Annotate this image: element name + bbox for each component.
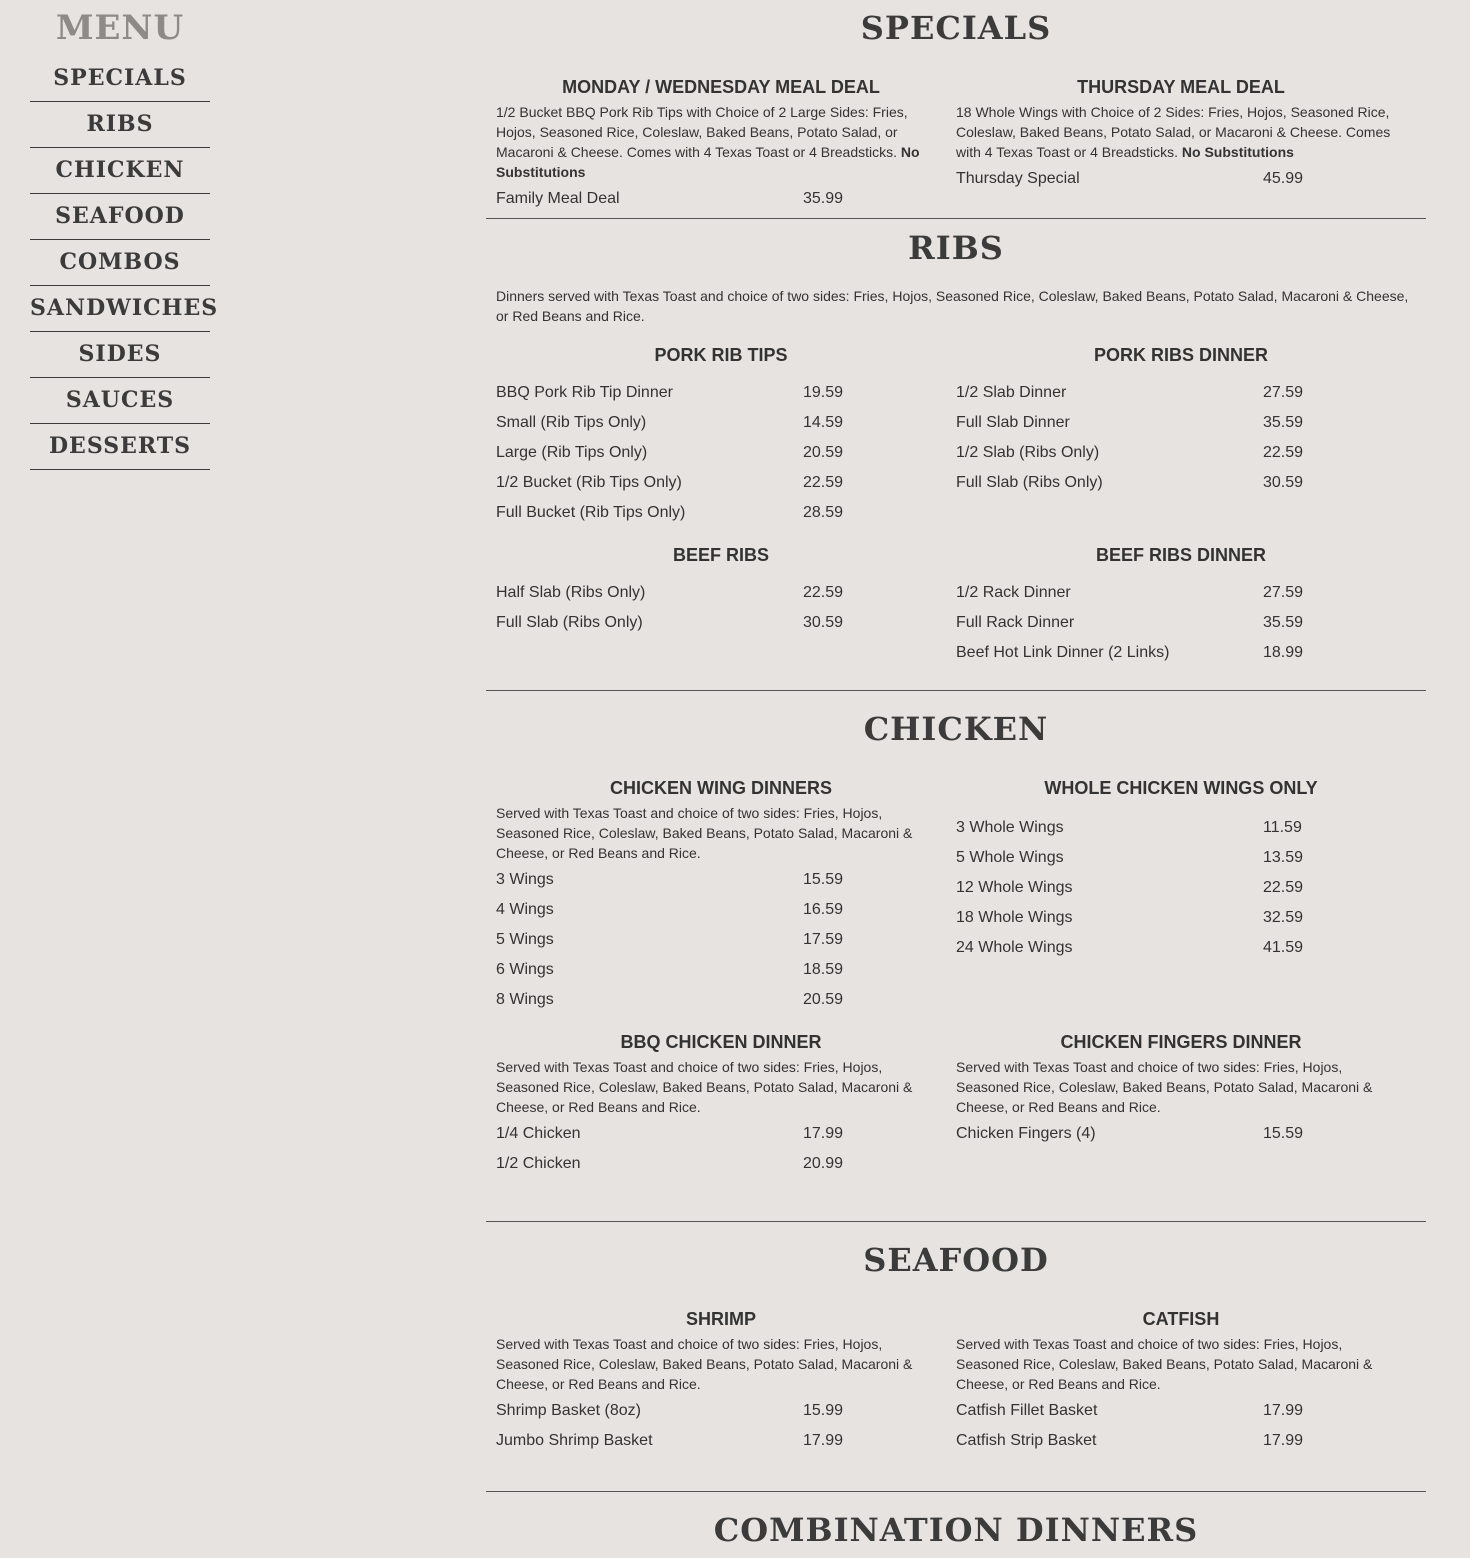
menu-item-price: 30.59: [803, 614, 844, 631]
menu-item: [496, 985, 946, 1015]
group-title: CHICKEN FINGERS DINNER: [1060, 1032, 1302, 1052]
menu-group: [496, 72, 946, 214]
group-description: 18 Whole Wings with Choice of 2 Sides: Fries, Hojos, Seasoned Rice, Coleslaw, Baked Beans, Potato Salad, or Macaroni & Cheese. Comes with 4 Texas Toast or 4 Breadsticks. No Substitutions: [956, 104, 1391, 160]
menu-item-name: Catfish Strip Basket: [956, 1432, 1097, 1449]
menu-item-name: BBQ Pork Rib Tip Dinner: [496, 384, 673, 401]
menu-item-price: 45.99: [1263, 170, 1304, 187]
group-title: MONDAY / WEDNESDAY MEAL DEAL: [562, 77, 880, 97]
menu-item: [956, 638, 1406, 668]
group-title: BEEF RIBS: [672, 545, 769, 565]
menu-item-name: 3 Wings: [496, 871, 554, 888]
section-title: RIBS: [908, 229, 1004, 267]
menu-item-price: 17.99: [1263, 1432, 1304, 1449]
menu-item: [956, 873, 1406, 903]
group-title: WHOLE CHICKEN WINGS ONLY: [1044, 778, 1318, 798]
menu-item-price: 35.59: [1263, 614, 1304, 631]
section-title: SEAFOOD: [863, 1241, 1049, 1279]
group-description: 1/2 Bucket BBQ Pork Rib Tips with Choice of 2 Large Sides: Fries, Hojos, Seasoned Rice, Coleslaw, Baked Beans, Potato Salad, or Macaroni & Cheese. Comes with 4 Texas Toast or 4 Breadsticks. No Substitutions: [496, 104, 920, 180]
menu-item: [956, 378, 1406, 408]
section-title: CHICKEN: [863, 710, 1049, 748]
menu-item-name: Full Slab Dinner: [956, 414, 1070, 431]
menu-item: [496, 1119, 946, 1149]
nav-specials[interactable]: SPECIALS: [30, 56, 210, 102]
group-title: PORK RIB TIPS: [654, 345, 788, 365]
menu-item-price: 18.59: [803, 961, 844, 978]
menu-item-name: Catfish Fillet Basket: [956, 1402, 1098, 1419]
menu-item-price: 15.59: [1263, 1125, 1304, 1142]
menu-item: [496, 955, 946, 985]
menu-item-price: 22.59: [803, 474, 844, 491]
menu-item-name: 1/2 Slab Dinner: [956, 384, 1067, 401]
section-description: Dinners served with Texas Toast and choice of two sides: Fries, Hojos, Seasoned Rice, Coleslaw, Baked Beans, Potato Salad, Macaroni & Cheese, or Red Beans and Rice.: [496, 288, 1409, 324]
menu-item: [956, 1119, 1406, 1149]
menu-item-price: 32.59: [1263, 909, 1304, 926]
menu-item-list: [956, 1396, 1406, 1456]
section-title: COMBINATION DINNERS: [713, 1511, 1199, 1549]
menu-group: [956, 540, 1406, 668]
menu-item-name: Beef Hot Link Dinner (2 Links): [956, 644, 1170, 661]
menu-item-name: Full Slab (Ribs Only): [956, 474, 1103, 491]
group-description: Served with Texas Toast and choice of two sides: Fries, Hojos, Seasoned Rice, Coleslaw, Baked Beans, Potato Salad, Macaroni & Cheese, or Red Beans and Rice.: [496, 805, 913, 861]
menu-item-name: Jumbo Shrimp Basket: [496, 1432, 653, 1449]
menu-item: [496, 1149, 946, 1179]
menu-item-name: 24 Whole Wings: [956, 939, 1073, 956]
menu-item: [956, 813, 1406, 843]
menu-group: [496, 1027, 946, 1179]
menu-item: [956, 933, 1406, 963]
menu-item-list: [496, 1119, 946, 1179]
menu-item: [956, 164, 1406, 194]
menu-item: [496, 608, 946, 638]
no-substitutions-note: No Substitutions: [496, 144, 920, 180]
group-title: THURSDAY MEAL DEAL: [1077, 77, 1285, 97]
sidebar-menu: [30, 0, 219, 470]
menu-item-name: 1/2 Chicken: [496, 1155, 581, 1172]
menu-group: [496, 773, 946, 1015]
menu-item-name: 1/2 Bucket (Rib Tips Only): [496, 474, 682, 491]
group-title: SHRIMP: [685, 1309, 756, 1329]
menu-item: [496, 1426, 946, 1456]
nav-sauces[interactable]: SAUCES: [30, 378, 210, 424]
menu-item-name: 1/2 Slab (Ribs Only): [956, 444, 1100, 461]
group-title: CHICKEN WING DINNERS: [609, 778, 832, 798]
menu-item-name: Full Slab (Ribs Only): [496, 614, 643, 631]
menu-item-price: 27.59: [1263, 584, 1304, 601]
nav-chicken[interactable]: CHICKEN: [30, 148, 210, 194]
menu-item-name: 12 Whole Wings: [956, 879, 1073, 896]
menu-item-price: 17.99: [803, 1432, 844, 1449]
menu-item-price: 17.99: [1263, 1402, 1304, 1419]
menu-item-list: [956, 813, 1406, 963]
menu-item: [956, 468, 1406, 498]
menu-item-price: 20.99: [803, 1155, 844, 1172]
menu-item-name: Thursday Special: [956, 170, 1080, 187]
menu-item: [956, 608, 1406, 638]
menu-item-name: Family Meal Deal: [496, 190, 620, 207]
group-description: Served with Texas Toast and choice of two sides: Fries, Hojos, Seasoned Rice, Coleslaw, Baked Beans, Potato Salad, Macaroni & Cheese, or Red Beans and Rice.: [956, 1336, 1373, 1392]
menu-item-name: 4 Wings: [496, 901, 554, 918]
menu-item: [956, 1426, 1406, 1456]
menu-item-list: [956, 578, 1406, 668]
menu-item: [956, 843, 1406, 873]
menu-item-price: 16.59: [803, 901, 844, 918]
group-description: Served with Texas Toast and choice of two sides: Fries, Hojos, Seasoned Rice, Coleslaw, Baked Beans, Potato Salad, Macaroni & Cheese, or Red Beans and Rice.: [956, 1059, 1373, 1115]
group-title: PORK RIBS DINNER: [1093, 345, 1268, 365]
menu-item: [496, 578, 946, 608]
menu-item-name: 6 Wings: [496, 961, 554, 978]
group-title: BBQ CHICKEN DINNER: [620, 1032, 822, 1052]
menu-group: [956, 773, 1406, 1015]
menu-item-list: [496, 378, 946, 528]
nav-sides[interactable]: SIDES: [30, 332, 210, 378]
chicken-section: [486, 701, 1426, 1222]
group-description: Served with Texas Toast and choice of two sides: Fries, Hojos, Seasoned Rice, Coleslaw, Baked Beans, Potato Salad, Macaroni & Cheese, or Red Beans and Rice.: [496, 1336, 913, 1392]
menu-item-price: 17.99: [803, 1125, 844, 1142]
menu-item: [496, 408, 946, 438]
ribs-section: [486, 220, 1426, 691]
menu-item-list: [956, 378, 1406, 498]
menu-item: [496, 1396, 946, 1426]
menu-item-name: Half Slab (Ribs Only): [496, 584, 646, 601]
menu-group: [496, 540, 946, 668]
menu-item-price: 22.59: [1263, 879, 1304, 896]
menu-item: [496, 925, 946, 955]
menu-item-price: 22.59: [1263, 444, 1304, 461]
menu-group: [956, 340, 1406, 528]
menu-item-price: 15.59: [803, 871, 844, 888]
menu-item: [956, 408, 1406, 438]
section-title: SPECIALS: [860, 9, 1052, 47]
menu-item-price: 18.99: [1263, 644, 1304, 661]
menu-title: MENU: [55, 8, 185, 48]
menu-content: [486, 0, 1426, 1558]
menu-item-price: 14.59: [803, 414, 844, 431]
specials-section: [486, 0, 1426, 219]
menu-item: [496, 498, 946, 528]
menu-item-price: 15.99: [803, 1402, 844, 1419]
menu-item-name: 18 Whole Wings: [956, 909, 1073, 926]
menu-item-name: Shrimp Basket (8oz): [496, 1402, 641, 1419]
menu-item-name: 5 Wings: [496, 931, 554, 948]
menu-item-price: 28.59: [803, 504, 844, 521]
menu-item-name: 5 Whole Wings: [956, 849, 1064, 866]
menu-item-price: 30.59: [1263, 474, 1304, 491]
menu-group: [496, 1304, 946, 1456]
menu-item-price: 11.59: [1263, 819, 1302, 836]
menu-item-list: [956, 164, 1406, 194]
menu-item-list: [956, 1119, 1406, 1149]
menu-item-name: 3 Whole Wings: [956, 819, 1064, 836]
menu-item-list: [496, 865, 946, 1015]
menu-item-name: 1/4 Chicken: [496, 1125, 581, 1142]
nav-seafood[interactable]: SEAFOOD: [30, 194, 210, 240]
menu-item-list: [496, 578, 946, 638]
nav-ribs[interactable]: RIBS: [30, 102, 210, 148]
menu-item: [496, 865, 946, 895]
menu-item: [496, 468, 946, 498]
menu-group: [956, 1304, 1406, 1456]
menu-item-name: 1/2 Rack Dinner: [956, 584, 1071, 601]
menu-item-name: Large (Rib Tips Only): [496, 444, 648, 461]
menu-item-price: 20.59: [803, 991, 844, 1008]
menu-item-name: Full Bucket (Rib Tips Only): [496, 504, 686, 521]
nav-combos[interactable]: COMBOS: [30, 240, 210, 286]
menu-item-list: [496, 184, 946, 214]
group-title: BEEF RIBS DINNER: [1095, 545, 1266, 565]
menu-group: [496, 340, 946, 528]
menu-item: [956, 438, 1406, 468]
menu-item-price: 35.99: [803, 190, 844, 207]
menu-item-price: 22.59: [803, 584, 844, 601]
menu-group: [956, 72, 1406, 214]
menu-item-price: 13.59: [1263, 849, 1304, 866]
menu-item-price: 20.59: [803, 444, 844, 461]
menu-item-price: 27.59: [1263, 384, 1304, 401]
no-substitutions-note: No Substitutions: [1181, 144, 1294, 160]
menu-item: [956, 1396, 1406, 1426]
menu-item-name: Small (Rib Tips Only): [496, 414, 647, 431]
group-description: Served with Texas Toast and choice of two sides: Fries, Hojos, Seasoned Rice, Coleslaw, Baked Beans, Potato Salad, Macaroni & Cheese, or Red Beans and Rice.: [496, 1059, 913, 1115]
menu-item: [496, 438, 946, 468]
menu-item: [496, 184, 946, 214]
menu-item: [956, 578, 1406, 608]
group-title: CATFISH: [1142, 1309, 1220, 1329]
menu-item: [496, 378, 946, 408]
menu-item-price: 19.59: [803, 384, 844, 401]
seafood-section: [486, 1232, 1426, 1492]
menu-item-name: Full Rack Dinner: [956, 614, 1075, 631]
menu-item-price: 17.59: [803, 931, 844, 948]
menu-item-list: [496, 1396, 946, 1456]
menu-group: [956, 1027, 1406, 1179]
nav-desserts[interactable]: DESSERTS: [30, 424, 210, 470]
combos-section: [486, 1502, 1426, 1558]
nav-sandwiches[interactable]: SANDWICHES: [30, 286, 210, 332]
menu-item-name: Chicken Fingers (4): [956, 1125, 1096, 1142]
menu-item-price: 41.59: [1263, 939, 1304, 956]
menu-item-price: 35.59: [1263, 414, 1304, 431]
menu-item: [496, 895, 946, 925]
menu-item: [956, 903, 1406, 933]
menu-item-name: 8 Wings: [496, 991, 554, 1008]
